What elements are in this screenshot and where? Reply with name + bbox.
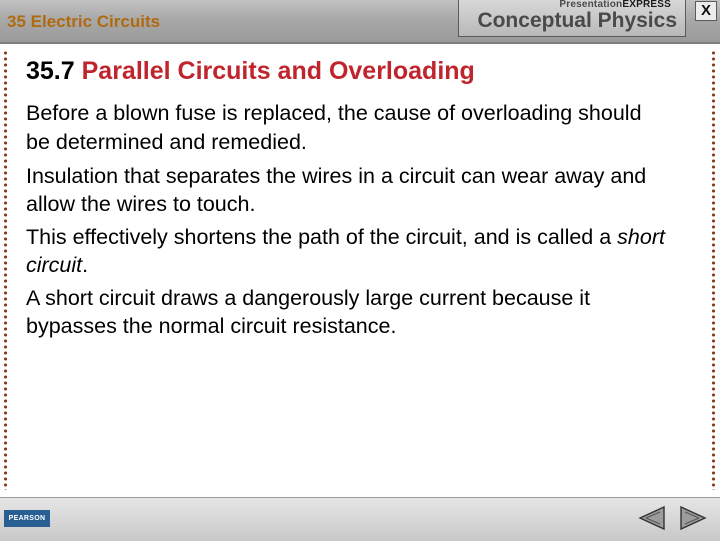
next-arrow-icon[interactable] [679,505,707,531]
brand-logo [458,0,686,37]
header-divider [0,42,720,44]
previous-arrow-icon[interactable] [638,505,666,531]
paragraph: A short circuit draws a dangerously large current because it bypasses the normal circuit resistance. [26,286,591,338]
footer-bar [0,497,720,541]
paragraph: This effectively shortens the path of the circuit, and is called a short circuit. [26,225,665,277]
section-title: Parallel Circuits and Overloading [81,57,475,85]
left-dotted-border [3,50,8,490]
brand-subtitle: PresentationEXPRESS [559,0,671,10]
publisher-logo: PEARSON [4,510,50,527]
paragraph: Before a blown fuse is replaced, the cause of overloading should be determined and remedied. [26,101,642,154]
close-button[interactable]: X [695,1,717,21]
header-bar [0,0,720,42]
paragraph: Insulation that separates the wires in a circuit can wear away and allow the wires to touch. [26,164,647,216]
slide-title [26,57,475,86]
chapter-title: 35 Electric Circuits [7,12,161,31]
brand-title: Conceptual Physics [477,9,677,32]
slide-body [26,99,666,345]
emphasis-term: short circuit [26,225,665,277]
right-dotted-border [711,50,716,490]
section-number: 35.7 [26,57,75,85]
